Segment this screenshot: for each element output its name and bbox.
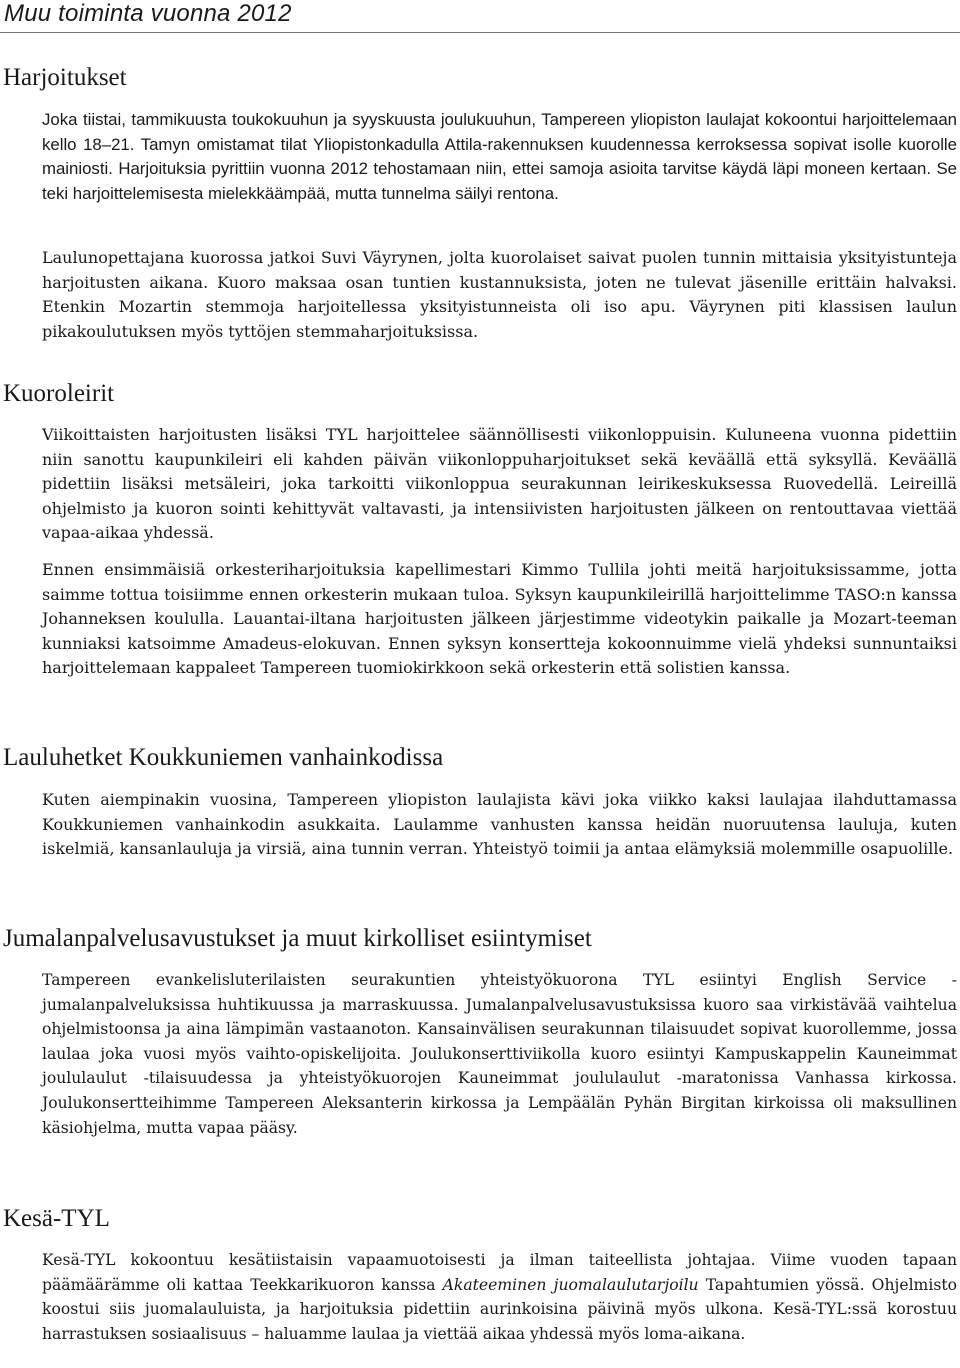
paragraph-kesa-tyl-1 <box>42 1248 957 1346</box>
section-heading-harjoitukset: Harjoitukset <box>3 64 127 91</box>
page-title: Muu toiminta vuonna 2012 <box>4 0 292 27</box>
paragraph-text: Tapahtumien yössä. Ohjelmisto koostui siis juomalauluista, ja harjoituksia pidettiin aurinkoisina päivinä myös ulkona. Kesä-TYL:ssä korostuu harrastuksen sosiaalisuus – haluamme laulaa ja viettää aikaa yhdessä myös loma-aikana. <box>42 1275 957 1343</box>
section-heading-lauluhetket: Lauluhetket Koukkuniemen vanhainkodissa <box>3 744 444 771</box>
section-heading-kesa-tyl: Kesä-TYL <box>3 1205 110 1232</box>
paragraph-text: Kesä-TYL kokoontuu kesätiistaisin vapaamuotoisesti ja ilman taiteellista johtajaa. Viime vuoden tapaan päämäärämme oli kattaa Teekkarikuoron kanssa <box>42 1251 957 1294</box>
section-heading-kuoroleirit: Kuoroleirit <box>3 380 115 407</box>
paragraph-jumalanpalvelusavustukset-1: Tampereen evankelisluterilaisten seurakuntien yhteistyökuorona TYL esiintyi English Service -jumalanpalveluksissa huhtikuussa ja marraskuussa. Jumalanpalvelusavustuksissa kuoro saa virkistävää vaihtelua ohjelmistoonsa ja aina lämpimän vastaanoton. Kansainvälisen seurakunnan tilaisuudet sopivat kuorollemme, jossa laulaa joka vuosi myös vaihto-opiskelijoita. Joulukonserttiviikolla kuoro esiintyi Kampuskappelin Kauneimmat joululaulut -tilaisuudessa ja yhteistyökuorojen Kauneimmat joululaulut -maratonissa Vanhassa kirkossa. Joulukonsertteihimme Tampereen Aleksanterin kirkossa ja Lempäälän Pyhän Birgitan kirkoissa oli maksullinen käsiohjelma, mutta vapaa pääsy. <box>42 971 957 1137</box>
section-heading-jumalanpalvelusavustukset: Jumalanpalvelusavustukset ja muut kirkolliset esiintymiset <box>3 925 592 952</box>
paragraph-lauluhetket-1: Kuten aiempinakin vuosina, Tampereen yliopiston laulajista kävi joka viikko kaksi laulajaa ilahduttamassa Koukkuniemen vanhainkodin asukkaita. Laulamme vanhusten kanssa heidän nuoruutensa lauluja, kuten iskelmiä, kansanlauluja ja virsiä, aina tunnin verran. Yhteistyö toimii ja antaa elämyksiä molemmille osapuolille. <box>42 790 957 859</box>
title-divider <box>0 32 960 33</box>
paragraph-harjoitukset-1: Joka tiistai, tammikuusta toukokuuhun ja syyskuusta joulukuuhun, Tampereen yliopiston laulajat kokoontui harjoittelemaan kello 18–21. Tamyn omistamat tilat Yliopistonkadulla Attila-rakennuksen kuudennessa kerroksessa sopivat isolle kuorolle mainiosti. Harjoituksia pyrittiin vuonna 2012 tehostamaan niin, ettei samoja asioita tarvitse käydä läpi moneen kertaan. Se teki harjoittelemisesta mielekkäämpää, mutta tunnelma säilyi rentona. <box>42 110 957 203</box>
event-name-italic: Akateeminen juomalaulutarjoilu <box>442 1275 699 1294</box>
paragraph-kuoroleirit-1: Viikoittaisten harjoitusten lisäksi TYL harjoittelee säännöllisesti viikonloppuisin. Kuluneena vuonna pidettiin niin sanottu kaupunkileiri eli kahden päivän viikonloppuharjoitukset sekä keväällä että syksyllä. Keväällä pidettiin lisäksi metsäleiri, joka tarkoitti viikonloppua seurakunnan leirikeskuksessa Ruovedellä. Leireillä ohjelmisto ja kuoron sointi kehittyvät valtavasti, ja intensiivisten harjoitusten jälkeen on rentouttavaa viettää vapaa-aikaa yhdessä. <box>42 425 957 543</box>
paragraph-kuoroleirit-2: Ennen ensimmäisiä orkesteriharjoituksia kapellimestari Kimmo Tullila johti meitä harjoituksissamme, jotta saimme tottua toisiimme ennen orkesterin mukaan tuloa. Syksyn kaupunkileirillä harjoittelimme TASO:n kanssa Johanneksen koululla. Lauantai-iltana harjoitusten jälkeen järjestimme videotykin paikalle ja Mozart-teeman kunniaksi katsoimme Amadeus-elokuvan. Ennen syksyn konsertteja kokoonnuimme vielä yhdeksi sunnuntaiksi harjoittelemaan kappaleet Tampereen tuomiokirkkoon sekä orkesterin että solistien kanssa. <box>42 560 957 678</box>
paragraph-harjoitukset-2: Laulunopettajana kuorossa jatkoi Suvi Väyrynen, jolta kuorolaiset saivat puolen tunnin mittaisia yksityistunteja harjoitusten aikana. Kuoro maksaa osan tuntien kustannuksista, joten ne tulevat jäsenille erittäin halvaksi. Etenkin Mozartin stemmoja harjoitellessa yksityistunneista oli iso apu. Väyrynen piti klassisen laulun pikakoulutuksen myös tyttöjen stemmaharjoituksissa. <box>42 248 957 341</box>
